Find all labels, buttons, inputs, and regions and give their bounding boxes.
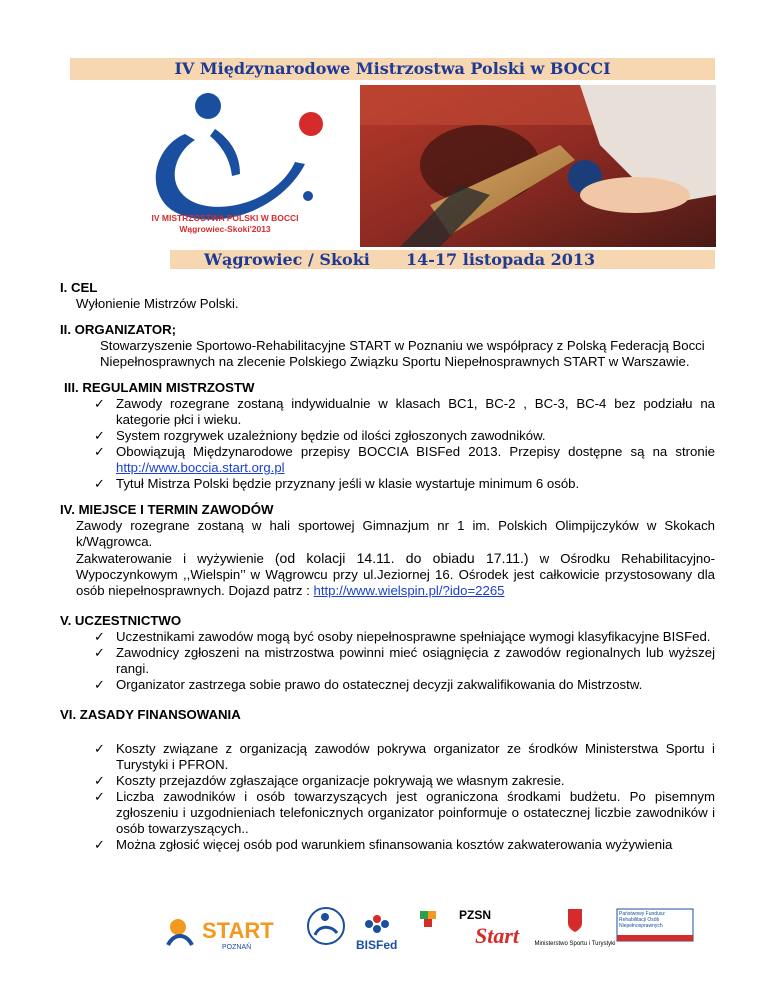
text-span: w Ośrodku Rehabilitacyjno-Wypoczynkowym ,,Wielspin’’ w Wągrowcu przy ul.Jeziornej 16. Ośrodek jest całkowicie przystosowany dla osób niepełnosprawnych. Dojazd patrz : — [76, 551, 715, 598]
list-item: ✓ Koszty związane z organizacją zawodów pokrywa organizator ze środków Ministerstwa Sportu i Turystyki i PFRON. — [94, 741, 715, 773]
pzsn-start-text: Start — [475, 923, 520, 948]
list-item: ✓ Liczba zawodników i osób towarzyszących jest ograniczona środkami budżetu. Po pisemnym zgłoszeniu i uzgodnieniach telefonicznych organizator poinformuje o ostatecznej liczbie zawodników i osób towarzyszących.. — [94, 789, 715, 837]
wielspin-link[interactable]: http://www.wielspin.pl/?ido=2265 — [313, 583, 505, 598]
section-title-miejsce: IV. MIEJSCE I TERMIN ZAWODÓW — [60, 502, 274, 517]
list-item: ✓ Można zgłosić więcej osób pod warunkiem sfinansowania kosztów zakwaterowania wyżywienia — [94, 837, 715, 853]
start-city-text: POZNAŃ — [222, 944, 252, 951]
ministry-text: Ministerstwo Sportu i Turystyki — [534, 941, 616, 947]
section-title-uczestnictwo: V. UCZESTNICTWO — [60, 613, 182, 628]
meal-dates: (od kolacji 14.11. do obiadu 17.11.) — [274, 550, 529, 566]
pfron-text: Państwowy Fundusz Rehabilitacji Osób Niepełnosprawnych — [619, 911, 665, 929]
document-body — [60, 278, 715, 853]
list-item: ✓ Tytuł Mistrza Polski będzie przyznany jeśli w klasie wystartuje minimum 6 osób. — [94, 476, 715, 492]
bisfed-text: BISFed — [356, 938, 398, 952]
list-item-text: Obowiązują Międzynarodowe przepisy BOCCIA BISFed 2013. Przepisy dostępne są na stronie — [116, 444, 715, 459]
section-title-regulamin: III. REGULAMIN MISTRZOSTW — [64, 380, 255, 395]
pzsn-start-logo — [455, 905, 535, 960]
list-item: ✓ Uczestnikami zawodów mogą być osoby niepełnosprawne spełniające wymogi klasyfikacyjne BISFed. — [94, 629, 715, 645]
boccia-link[interactable]: http://www.boccia.start.org.pl — [116, 460, 285, 475]
event-location-dates — [170, 250, 715, 269]
sponsor-logos — [160, 905, 700, 965]
event-location: Wągrowiec / Skoki — [204, 250, 370, 269]
pfron-logo — [615, 905, 695, 945]
regulamin-list — [60, 396, 715, 492]
section-title-cel: I. CEL — [60, 280, 98, 295]
list-item: ✓ Zawody rozegrane zostaną indywidualnie w klasach BC1, BC-2 , BC-3, BC-4 bez podziału na kategorie płci i wieku. — [94, 396, 715, 428]
uczestnictwo-list — [60, 629, 715, 693]
start-text: START — [202, 918, 274, 943]
section-text-cel: Wyłonienie Mistrzów Polski. — [76, 296, 239, 311]
event-dates: 14-17 listopada 2013 — [406, 250, 596, 269]
page-title: IV Międzynarodowe Mistrzostwa Polski w BOCCI — [70, 58, 715, 80]
section-text-organizator: Stowarzyszenie Sportowo-Rehabilitacyjne START w Poznaniu we współpracy z Polską Federacją Bocci Niepełnosprawnych na zlecenie Polskiego Związku Sportu Niepełnosprawnych START w Warszawie. — [100, 338, 705, 369]
list-item: ✓ Zawodnicy zgłoszeni na mistrzostwa powinni mieć osiągnięcia z zawodów regionalnych lub wyższej rangi. — [94, 645, 715, 677]
section-title-organizator: II. ORGANIZATOR; — [60, 322, 176, 337]
logo-caption-place: Wągrowiec-Skoki'2013 — [179, 224, 271, 234]
pzsn-text: PZSN — [459, 908, 492, 922]
list-item: ✓ Organizator zastrzega sobie prawo do ostatecznej decyzji zakwalifikowania do Mistrzostw. — [94, 677, 715, 693]
boccia-photo — [360, 85, 716, 247]
bisfed-logo — [352, 905, 402, 955]
wielkopolska-logo — [410, 905, 450, 945]
list-item — [94, 444, 715, 476]
text-span: Zakwaterowanie i wyżywienie — [76, 551, 275, 566]
finansowanie-list — [60, 741, 715, 853]
section-text-miejsce-2 — [60, 550, 715, 599]
section-title-finansowanie: VI. ZASADY FINANSOWANIA — [60, 707, 241, 722]
list-item: ✓ System rozgrywek uzależniony będzie od ilości zgłoszonych zawodników. — [94, 428, 715, 444]
list-item: ✓ Koszty przejazdów zgłaszające organizacje pokrywają we własnym zakresie. — [94, 773, 715, 789]
boccia-small-logo — [305, 905, 347, 947]
logo-caption: IV MISTRZOSTWA POLSKI W BOCCI — [151, 213, 299, 223]
section-text-miejsce: Zawody rozegrane zostaną w hali sportowej Gimnazjum nr 1 im. Polskich Olimpijczyków w Skokach k/Wągrowca. — [76, 518, 715, 549]
ministry-logo — [534, 905, 616, 960]
start-poznan-logo — [160, 905, 290, 955]
